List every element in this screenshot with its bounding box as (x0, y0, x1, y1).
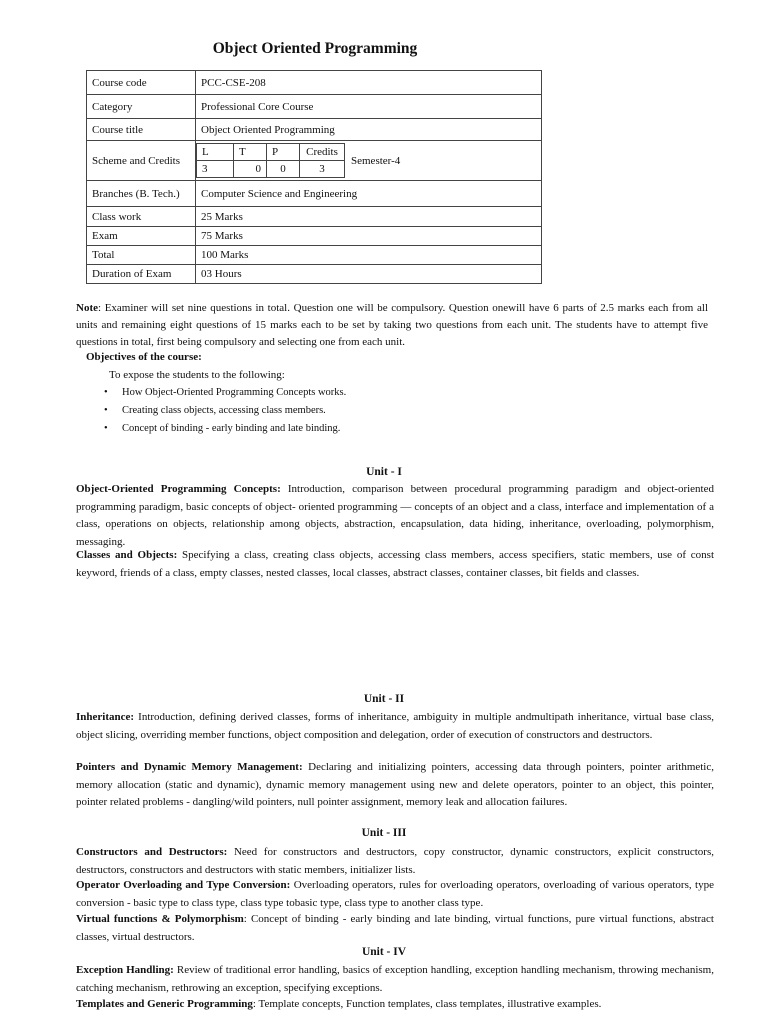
unit-section (76, 877, 714, 912)
bullet-icon: • (104, 423, 108, 434)
section-text: : Concept of binding - early binding and late binding, virtual functions, pure virtual functions, abstract classes, virtual destructors. (76, 913, 714, 943)
scheme-header-p: P (267, 144, 300, 161)
course-info-table (86, 70, 542, 284)
list-item (104, 423, 404, 434)
scheme-value-p: 0 (267, 161, 300, 178)
scheme-cell (196, 141, 542, 181)
section-title: Classes and Objects: (76, 549, 178, 561)
course-title-label: Course title (87, 119, 196, 141)
section-title: Virtual functions & Polymorphism (76, 913, 244, 925)
section-title: Exception Handling: (76, 964, 174, 976)
course-title-value: Object Oriented Programming (196, 119, 542, 141)
course-code-value: PCC-CSE-208 (196, 71, 542, 95)
scheme-credits-table (196, 143, 345, 178)
objectives-title: Objectives of the course: (86, 351, 202, 363)
scheme-header-l: L (197, 144, 234, 161)
section-title: Constructors and Destructors: (76, 846, 228, 858)
note-paragraph (76, 300, 708, 351)
section-text: Overloading operators, rules for overloading operators, overloading of various operators, type conversion - basic type to class type, class type tobasic type, class type to another class type. (76, 879, 714, 909)
scheme-value-credits: 3 (300, 161, 345, 178)
class-work-value: 25 Marks (196, 207, 542, 227)
objectives-intro: To expose the students to the following: (109, 369, 285, 381)
section-title: Pointers and Dynamic Memory Management: (76, 761, 303, 773)
unit-section (76, 844, 714, 879)
unit-section (76, 481, 714, 551)
section-text: Specifying a class, creating class objects, accessing class members, access specifiers, static members, use of const keyword, friends of a class, empty classes, nested classes, local classes, abstract classes, container classes, bit fields and classes. (76, 549, 714, 579)
table-row (87, 119, 542, 141)
list-item (104, 405, 404, 416)
category-label: Category (87, 95, 196, 119)
section-text: Introduction, defining derived classes, forms of inheritance, ambiguity in multiple andmultipath inheritance, virtual base class, object slicing, overriding member functions, object composition and delegation, order of execution of constructors and destructors. (76, 711, 714, 741)
table-row (87, 246, 542, 265)
table-row (87, 265, 542, 284)
unit-section (76, 547, 714, 582)
unit-section (76, 709, 714, 744)
unit-section (76, 962, 714, 997)
table-row (87, 227, 542, 246)
section-title: Templates and Generic Programming (76, 998, 253, 1010)
unit-heading: Unit - II (363, 693, 405, 705)
section-text: Introduction, comparison between procedural programming paradigm and object-oriented programming paradigm, basic concepts of object- oriented programming — concepts of an object and a class, interface and implementation of a class, operations on objects, relationship among objects, abstraction, encapsulation, data hiding, inheritance, overloading, polymorphism, messaging. (76, 483, 714, 548)
category-value: Professional Core Course (196, 95, 542, 119)
scheme-header-t: T (234, 144, 267, 161)
duration-value: 03 Hours (196, 265, 542, 284)
exam-label: Exam (87, 227, 196, 246)
semester-label: Semester-4 (351, 154, 401, 167)
section-title: Inheritance: (76, 711, 135, 723)
unit-section (76, 996, 714, 1014)
unit-heading: Unit - III (361, 827, 407, 839)
table-row (87, 181, 542, 207)
scheme-value-t: 0 (234, 161, 267, 178)
table-row (87, 141, 542, 181)
branches-value: Computer Science and Engineering (196, 181, 542, 207)
unit-heading: Unit - I (366, 466, 402, 478)
section-text: Declaring and initializing pointers, accessing data through pointers, pointer arithmetic, memory allocation (static and dynamic), dynamic memory management using new and delete operators, pointer to an object, this pointer, pointer related problems - dangling/wild pointers, null pointer assignment, memory leak and allocation failures. (76, 761, 714, 808)
section-text: : Template concepts, Function templates, class templates, illustrative examples. (252, 998, 602, 1010)
branches-label: Branches (B. Tech.) (87, 181, 196, 207)
note-text: : Examiner will set nine questions in total. Question one will be compulsory. Question onewill have 6 parts of 2.5 marks each from all units and remaining eight questions of 15 marks each to be set by taking two questions from each unit. The students have to attempt five questions in total, first being compulsory and selecting one from each unit. (76, 302, 708, 348)
note-label: Note (76, 302, 98, 314)
objective-text: How Object-Oriented Programming Concepts works. (122, 387, 347, 398)
list-item (104, 387, 404, 398)
objective-text: Concept of binding - early binding and late binding. (122, 423, 341, 434)
unit-section (76, 759, 714, 812)
table-row (87, 95, 542, 119)
total-value: 100 Marks (196, 246, 542, 265)
table-row (87, 207, 542, 227)
section-title: Object-Oriented Programming Concepts: (76, 483, 281, 495)
table-row (87, 71, 542, 95)
unit-heading: Unit - IV (361, 946, 407, 958)
duration-label: Duration of Exam (87, 265, 196, 284)
total-label: Total (87, 246, 196, 265)
scheme-value-l: 3 (197, 161, 234, 178)
class-work-label: Class work (87, 207, 196, 227)
scheme-header-credits: Credits (300, 144, 345, 161)
objective-text: Creating class objects, accessing class members. (122, 405, 326, 416)
unit-section (76, 911, 714, 946)
section-title: Operator Overloading and Type Conversion: (76, 879, 291, 891)
course-code-label: Course code (87, 71, 196, 95)
section-text: Need for constructors and destructors, copy constructor, dynamic constructors, explicit constructors, destructors, constructors and destructors with static members, initializer lists. (76, 846, 714, 876)
bullet-icon: • (104, 405, 108, 416)
exam-value: 75 Marks (196, 227, 542, 246)
page-title: Object Oriented Programming (212, 40, 418, 57)
bullet-icon: • (104, 387, 108, 398)
scheme-label: Scheme and Credits (87, 141, 196, 181)
section-text: Review of traditional error handling, basics of exception handling, exception handling mechanism, throwing mechanism, catching mechanism, rethrowing an exception, specifying exceptions. (76, 964, 714, 994)
